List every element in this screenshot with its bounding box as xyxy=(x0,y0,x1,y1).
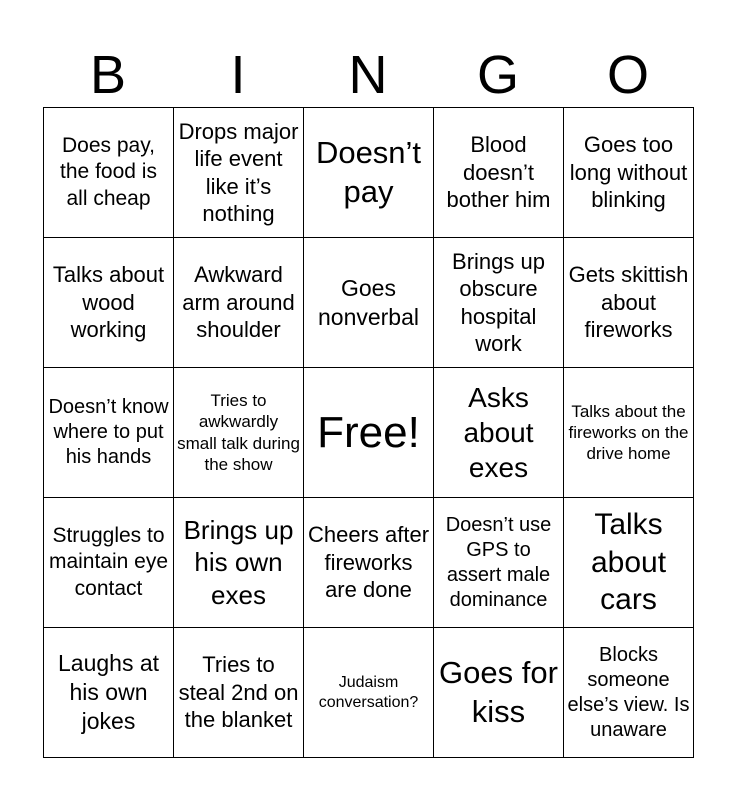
bingo-cell[interactable]: Brings up obscure hospital work xyxy=(434,238,564,368)
bingo-cell[interactable]: Laughs at his own jokes xyxy=(44,628,174,758)
bingo-cell[interactable]: Cheers after fireworks are done xyxy=(304,498,434,628)
header-letter-i: I xyxy=(230,45,246,105)
bingo-cell[interactable]: Judaism conversation? xyxy=(304,628,434,758)
bingo-cell[interactable]: Talks about the fireworks on the drive home xyxy=(564,368,694,498)
bingo-cell[interactable]: Tries to awkwardly small talk during the show xyxy=(174,368,304,498)
bingo-cell[interactable]: Blood doesn’t bother him xyxy=(434,108,564,238)
bingo-cell[interactable]: Struggles to maintain eye contact xyxy=(44,498,174,628)
header-letter-o: O xyxy=(606,45,649,105)
board-row xyxy=(44,628,694,758)
bingo-cell[interactable]: Asks about exes xyxy=(434,368,564,498)
bingo-cell[interactable]: Brings up his own exes xyxy=(174,498,304,628)
header-letter-b: B xyxy=(89,45,127,105)
bingo-cell[interactable]: Goes for kiss xyxy=(434,628,564,758)
bingo-cell[interactable]: Goes nonverbal xyxy=(304,238,434,368)
bingo-cell[interactable]: Talks about cars xyxy=(564,498,694,628)
bingo-cell[interactable]: Doesn’t know where to put his hands xyxy=(44,368,174,498)
bingo-cell[interactable]: Awkward arm around shoulder xyxy=(174,238,304,368)
bingo-cell[interactable]: Goes too long without blinking xyxy=(564,108,694,238)
board-row xyxy=(44,238,694,368)
bingo-cell[interactable]: Doesn’t use GPS to assert male dominance xyxy=(434,498,564,628)
bingo-cell[interactable]: Drops major life event like it’s nothing xyxy=(174,108,304,238)
bingo-cell[interactable]: Talks about wood working xyxy=(44,238,174,368)
bingo-header xyxy=(43,44,693,106)
bingo-cell[interactable]: Doesn’t pay xyxy=(304,108,434,238)
header-letter-g: G xyxy=(476,45,519,105)
board-row xyxy=(44,498,694,628)
board-row xyxy=(44,368,694,498)
bingo-cell-free[interactable]: Free! xyxy=(304,368,434,498)
bingo-cell[interactable]: Does pay, the food is all cheap xyxy=(44,108,174,238)
header-letter-n: N xyxy=(348,45,388,105)
bingo-cell[interactable]: Gets skittish about fireworks xyxy=(564,238,694,368)
bingo-cell[interactable]: Blocks someone else’s view. Is unaware xyxy=(564,628,694,758)
bingo-board xyxy=(43,107,694,758)
bingo-cell[interactable]: Tries to steal 2nd on the blanket xyxy=(174,628,304,758)
board-row xyxy=(44,108,694,238)
